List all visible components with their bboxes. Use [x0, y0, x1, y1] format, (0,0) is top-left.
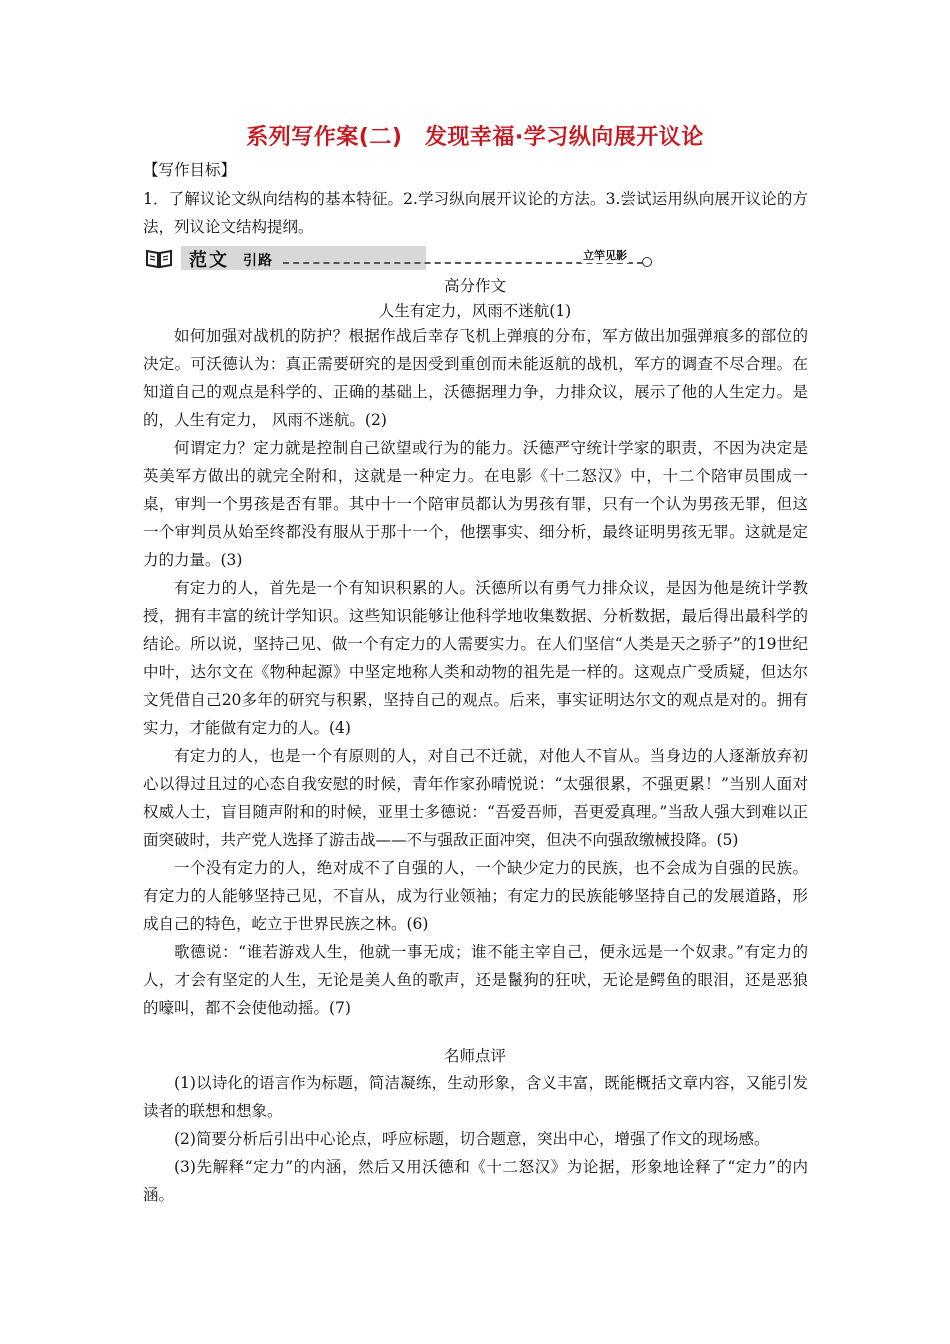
review-body: [143, 1069, 808, 1209]
review-item-2: (2)简要分析后引出中心论点，呼应标题，切合题意，突出中心，增强了作文的现场感。: [174, 1130, 770, 1148]
banner-sub-label: 引路: [243, 253, 273, 269]
banner-end-dot: [642, 257, 652, 267]
goals-heading: 【写作目标】: [143, 161, 237, 179]
essay-section-label: 高分作文: [443, 277, 506, 295]
essay-paragraph-3: 有定力的人，首先是一个有知识积累的人。沃德所以有勇气力排众议，是因为他是统计学教授，拥有丰富的统计学知识。这些知识能够让他科学地收集数据、分析数据，最后得出最科学的结论。所以说，坚持己见、做一个有定力的人需要实力。在人们坚信“人类是天之骄子”的19世纪中叶，达尔文在《物种起源》中坚定地称人类和动物的祖先是一样的。这观点广受质疑，但达尔文凭借自己20多年的研究与积累，坚持自己的观点。后来，事实证明达尔文的观点是对的。拥有实力，才能做有定力的人。(4): [143, 579, 808, 737]
essay-paragraph-6: 歌德说：“谁若游戏人生，他就一事无成；谁不能主宰自己，便永远是一个奴隶。”有定力的人，才会有坚定的人生，无论是美人鱼的歌声，还是鬣狗的狂吠，无论是鳄鱼的眼泪，还是恶狼的嚎叫，都不会使他动摇。(7): [143, 943, 808, 1017]
review-heading: 名师点评: [443, 1047, 506, 1065]
essay-paragraph-1: 如何加强对战机的防护？根据作战后幸存飞机上弹痕的分布，军方做出加强弹痕多的部位的决定。可沃德认为：真正需要研究的是因受到重创而未能返航的战机，军方的调查不尽合理。在知道自己的观点是科学的、正确的基础上，沃德据理力争，力排众议，展示了他的人生定力。是的，人生有定力， 风雨不迷航。(2): [143, 327, 808, 429]
banner-main-label: 范文: [189, 250, 229, 271]
section-banner: [143, 245, 653, 271]
review-item-3: (3)先解释“定力”的内涵，然后又用沃德和《十二怒汉》为论据，形象地诠释了“定力”的内涵。: [143, 1158, 808, 1204]
essay-paragraph-4: 有定力的人，也是一个有原则的人，对自己不迁就，对他人不盲从。当身边的人逐渐放弃初心以得过且过的心态自我安慰的时候，青年作家孙晴悦说：“太强很累，不强更累！”当别人面对权威人士，盲目随声附和的时候，亚里士多德说：“吾爱吾师，吾更爱真理。”当敌人强大到难以正面突破时，共产党人选择了游击战——不与强敌正面冲突，但决不向强敌缴械投降。(5): [143, 747, 808, 849]
banner-tag: [181, 246, 426, 270]
essay-paragraph-5: 一个没有定力的人，绝对成不了自强的人，一个缺少定力的民族，也不会成为自强的民族。有定力的人能够坚持己见，不盲从，成为行业领袖；有定力的民族能够坚持自己的发展道路，形成自己的特色，屹立于世界民族之林。(6): [143, 859, 808, 933]
page-title: 系列写作案(二) 发现幸福·学习纵向展开议论: [246, 125, 704, 150]
book-icon: [145, 247, 173, 269]
review-item-1: (1)以诗化的语言作为标题，简洁凝练，生动形象，含义丰富，既能概括文章内容，又能引发读者的联想和想象。: [143, 1074, 808, 1120]
banner-right-label: 立竿见影: [583, 249, 627, 262]
essay-title: 人生有定力，风雨不迷航(1): [378, 302, 572, 320]
essay-body: [143, 322, 808, 1022]
essay-paragraph-2: 何谓定力？定力就是控制自己欲望或行为的能力。沃德严守统计学家的职责，不因为决定是英美军方做出的就完全附和，这就是一种定力。在电影《十二怒汉》中，十二个陪审员围成一桌，审判一个男孩是否有罪。其中十一个陪审员都认为男孩有罪，只有一个认为男孩无罪，但这一个审判员从始至终都没有服从于那十一个，他摆事实、细分析，最终证明男孩无罪。这就是定力的力量。(3): [143, 439, 808, 569]
goals-text: 1．了解议论文纵向结构的基本特征。2.学习纵向展开议论的方法。3.尝试运用纵向展开议论的方法，列议论文结构提纲。: [143, 190, 808, 236]
